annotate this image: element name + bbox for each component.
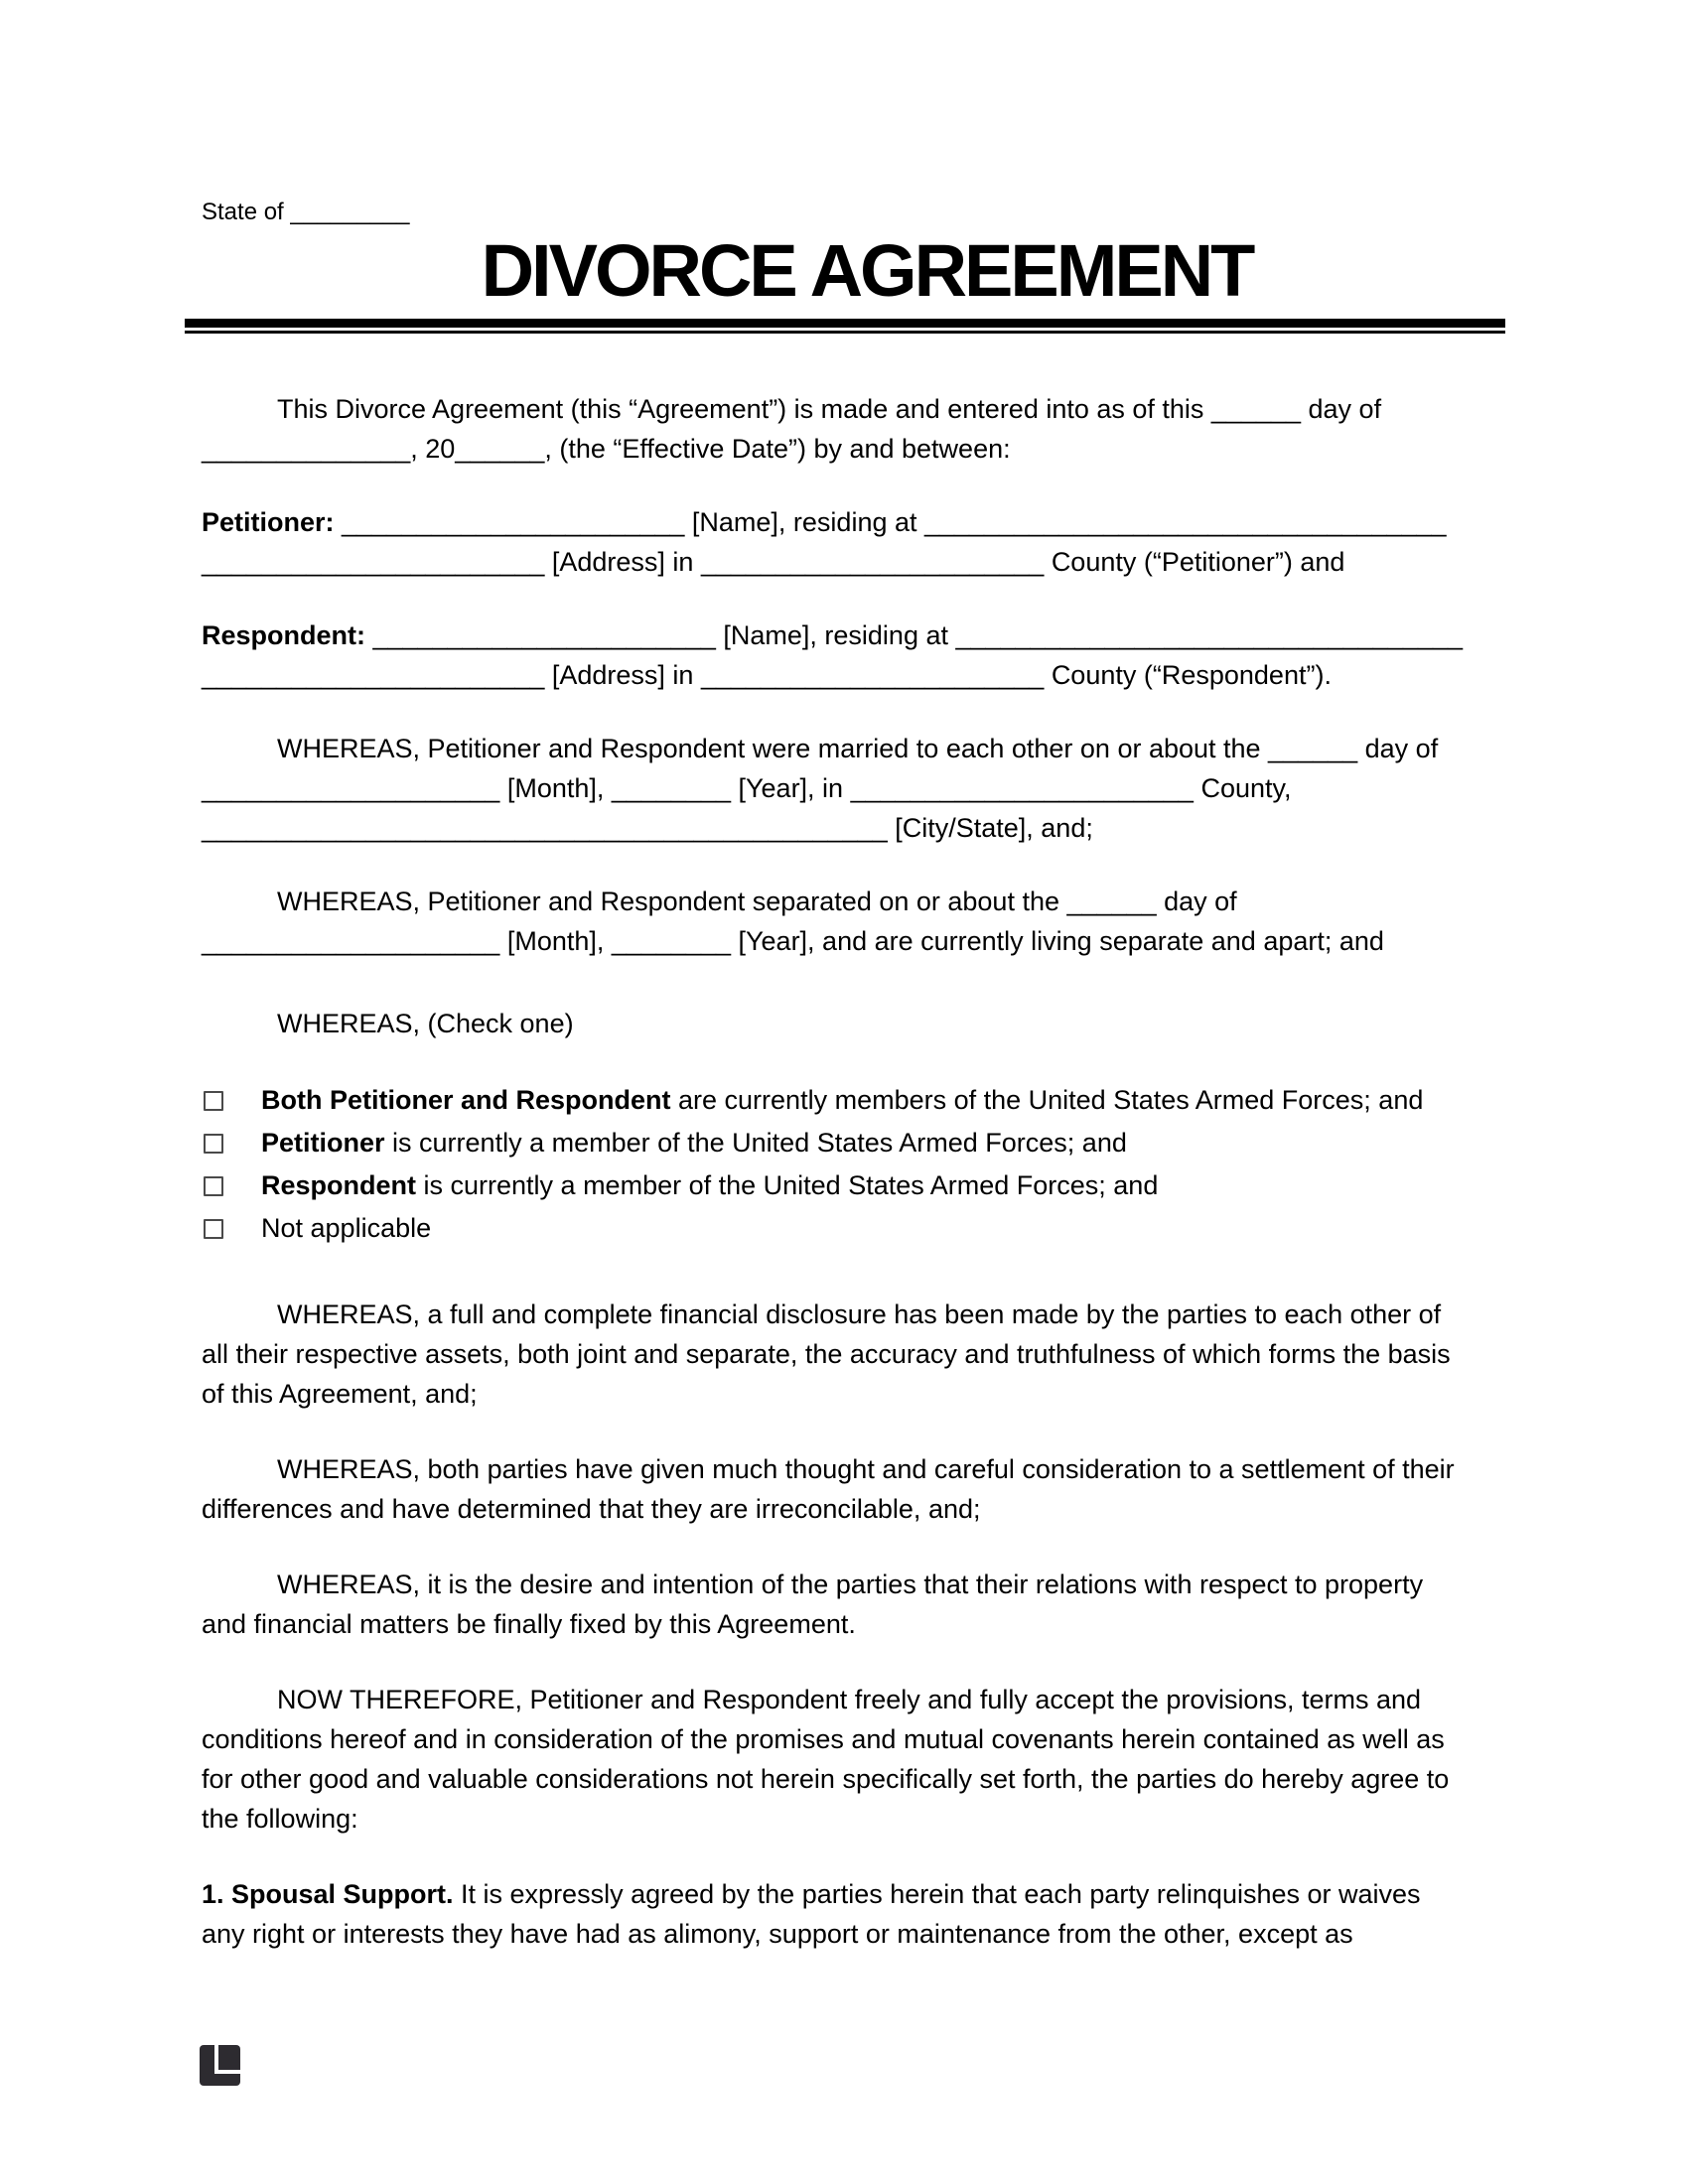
military-option-not-applicable-text: Not applicable bbox=[261, 1213, 432, 1243]
title-row bbox=[46, 229, 1688, 329]
now-therefore-line-3: for other good and valuable considerations not herein specifically set forth, the parties do hereby agree to bbox=[202, 1764, 1450, 1794]
whereas-married-line-3: ______________________________________________ [City/State], and; bbox=[202, 813, 1093, 843]
now-therefore-line-2: conditions hereof and in consideration of the promises and mutual covenants herein contained as well as bbox=[202, 1724, 1445, 1754]
military-option-both-bold: Both Petitioner and Respondent bbox=[261, 1085, 671, 1115]
checkbox-icon[interactable] bbox=[204, 1219, 223, 1239]
whereas-separated-line-1: WHEREAS, Petitioner and Respondent separated on or about the ______ day of bbox=[277, 887, 1237, 916]
spousal-support-line-1 bbox=[202, 1874, 1421, 1914]
military-option-respondent-bold: Respondent bbox=[261, 1170, 417, 1200]
whereas-married-clause bbox=[202, 729, 1438, 848]
whereas-settlement-clause bbox=[202, 1449, 1455, 1529]
respondent-clause bbox=[202, 615, 1463, 695]
military-option-both bbox=[202, 1079, 1423, 1122]
checkbox-icon[interactable] bbox=[204, 1176, 223, 1196]
military-option-respondent-text: is currently a member of the United States Armed Forces; and bbox=[416, 1170, 1159, 1200]
whereas-married-line-2: ____________________ [Month], ________ [Year], in _______________________ County, bbox=[202, 773, 1292, 803]
whereas-check-one-clause bbox=[202, 1004, 574, 1043]
intro-paragraph bbox=[202, 389, 1381, 469]
title-rule-thick bbox=[185, 319, 1505, 328]
whereas-financial-clause bbox=[202, 1295, 1451, 1414]
military-option-respondent bbox=[202, 1164, 1423, 1207]
respondent-line-2: _______________________ [Address] in _______________________ County (“Respondent”). bbox=[202, 660, 1332, 690]
spousal-support-line-1-text: It is expressly agreed by the parties herein that each party relinquishes or waives bbox=[453, 1879, 1421, 1909]
respondent-line-1-text: _______________________ [Name], residing at __________________________________ bbox=[365, 620, 1464, 650]
military-option-petitioner bbox=[202, 1122, 1423, 1164]
spousal-support-heading: 1. Spousal Support. bbox=[202, 1879, 454, 1909]
petitioner-line-1-text: _______________________ [Name], residing at ___________________________________ bbox=[334, 507, 1447, 537]
checkbox-icon[interactable] bbox=[204, 1134, 223, 1154]
whereas-financial-line-3: of this Agreement, and; bbox=[202, 1379, 478, 1409]
petitioner-line-2: _______________________ [Address] in _______________________ County (“Petitioner”) and bbox=[202, 547, 1345, 577]
now-therefore-clause bbox=[202, 1680, 1449, 1839]
title-rule-thin bbox=[185, 331, 1505, 334]
whereas-settlement-line-2: differences and have determined that they are irreconcilable, and; bbox=[202, 1494, 981, 1524]
military-option-both-text: are currently members of the United States Armed Forces; and bbox=[670, 1085, 1424, 1115]
whereas-intention-line-2: and financial matters be finally fixed by this Agreement. bbox=[202, 1609, 856, 1639]
whereas-financial-line-1: WHEREAS, a full and complete financial disclosure has been made by the parties to each other of bbox=[277, 1299, 1442, 1329]
whereas-separated-clause bbox=[202, 882, 1384, 961]
military-option-not-applicable bbox=[202, 1207, 1423, 1250]
petitioner-line-1 bbox=[202, 502, 1447, 542]
whereas-financial-line-2: all their respective assets, both joint and separate, the accuracy and truthfulness of which forms the basis bbox=[202, 1339, 1451, 1369]
whereas-intention-line-1: WHEREAS, it is the desire and intention of the parties that their relations with respect to property bbox=[277, 1570, 1424, 1599]
spousal-support-line-2: any right or interests they have had as alimony, support or maintenance from the other, except as bbox=[202, 1919, 1353, 1949]
checkbox-icon[interactable] bbox=[204, 1091, 223, 1111]
military-option-petitioner-text: is currently a member of the United States Armed Forces; and bbox=[384, 1128, 1127, 1158]
respondent-label: Respondent: bbox=[202, 620, 365, 650]
spousal-support-section bbox=[202, 1874, 1421, 1954]
petitioner-label: Petitioner: bbox=[202, 507, 335, 537]
legal-templates-logo-icon bbox=[200, 2045, 240, 2086]
whereas-settlement-line-1: WHEREAS, both parties have given much thought and careful consideration to a settlement of their bbox=[277, 1454, 1455, 1484]
intro-line-2: ______________, 20______, (the “Effective Date”) by and between: bbox=[202, 434, 1011, 464]
state-of-line: State of _________ bbox=[202, 199, 410, 225]
whereas-intention-clause bbox=[202, 1565, 1423, 1644]
now-therefore-line-4: the following: bbox=[202, 1804, 358, 1834]
military-status-checklist bbox=[202, 1079, 1423, 1250]
military-option-petitioner-bold: Petitioner bbox=[261, 1128, 385, 1158]
intro-line-1: This Divorce Agreement (this “Agreement”) is made and entered into as of this ______ day of bbox=[277, 394, 1382, 424]
whereas-married-line-1: WHEREAS, Petitioner and Respondent were married to each other on or about the ______ day of bbox=[277, 734, 1439, 763]
whereas-check-one-line: WHEREAS, (Check one) bbox=[277, 1009, 574, 1038]
respondent-line-1 bbox=[202, 615, 1463, 655]
now-therefore-line-1: NOW THEREFORE, Petitioner and Respondent freely and fully accept the provisions, terms and bbox=[277, 1685, 1422, 1714]
petitioner-clause bbox=[202, 502, 1447, 582]
whereas-separated-line-2: ____________________ [Month], ________ [Year], and are currently living separate and apart; and bbox=[202, 926, 1384, 956]
page-title: DIVORCE AGREEMENT bbox=[481, 229, 1253, 312]
